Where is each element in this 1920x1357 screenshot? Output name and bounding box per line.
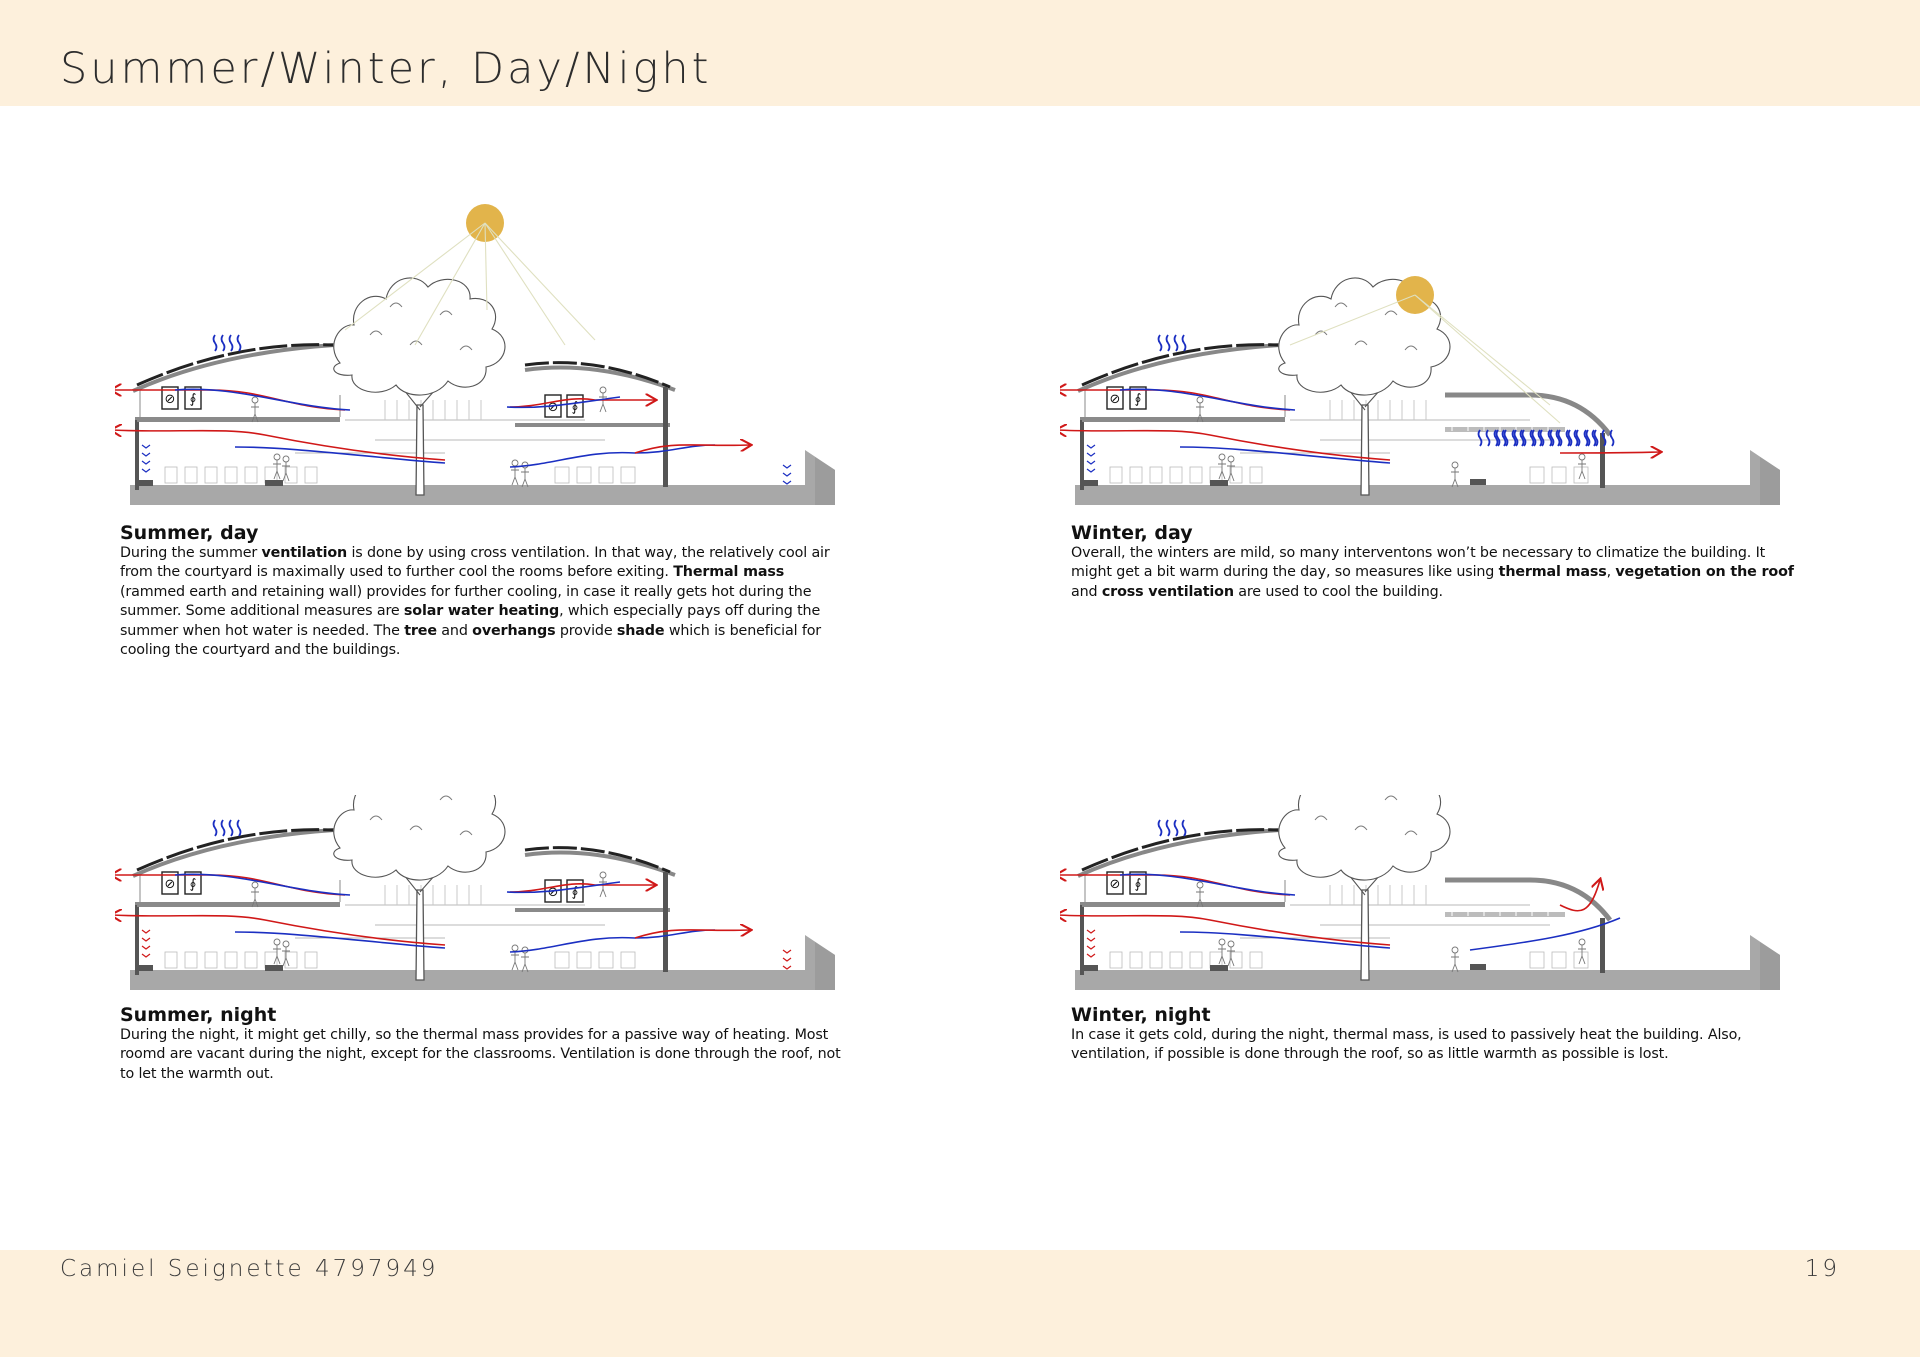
- classroom-desk: [225, 467, 237, 483]
- person-figure-body: [1227, 947, 1235, 966]
- classroom-desk: [1110, 952, 1122, 968]
- solar-heat-wave: [1159, 820, 1162, 836]
- classroom-desk: [1150, 952, 1162, 968]
- solar-heat-wave: [222, 820, 225, 836]
- footing: [135, 965, 153, 971]
- summer-day-title: Summer, day: [120, 522, 259, 544]
- classroom-desk: [1130, 467, 1142, 483]
- ground-slab: [1075, 970, 1780, 990]
- thermal-mass-symbol: [142, 954, 150, 957]
- thermal-mass-symbol: [783, 958, 791, 961]
- person-figure: [283, 456, 289, 462]
- person-figure-body: [1578, 460, 1586, 479]
- thermal-mass-symbol: [142, 445, 150, 448]
- footing: [1080, 480, 1098, 486]
- person-figure: [283, 941, 289, 947]
- classroom-desk: [1250, 467, 1262, 483]
- thermal-mass-symbol: [142, 461, 150, 464]
- person-figure-body: [282, 462, 290, 481]
- thermal-mass-symbol: [783, 473, 791, 476]
- ground-slab: [130, 970, 835, 990]
- left-first-floor-slab: [1080, 417, 1285, 422]
- retaining-slope: [1760, 942, 1780, 990]
- tree: [334, 795, 505, 980]
- page-title: Summer/Winter, Day/Night: [60, 44, 712, 94]
- person-figure-body: [511, 466, 519, 485]
- warm-air-outflow-upper: [115, 390, 345, 410]
- summer-night-title: Summer, night: [120, 1004, 277, 1026]
- cafeteria-table: [555, 952, 569, 968]
- sun-ray: [485, 223, 595, 340]
- tree: [1279, 795, 1450, 980]
- classroom-desk: [165, 952, 177, 968]
- left-wall-cap: [1080, 905, 1082, 910]
- thermal-mass-symbol: [142, 453, 150, 456]
- warm-air-outflow-right: [1560, 452, 1660, 453]
- cafeteria-table: [1552, 467, 1566, 483]
- right-wall: [1600, 433, 1605, 488]
- thermal-mass-symbol: [1087, 954, 1095, 957]
- person-figure: [512, 460, 518, 466]
- footing: [1470, 964, 1486, 970]
- tank-symbol: ∮: [1134, 877, 1142, 892]
- winter-night-text: In case it gets cold, during the night, thermal mass, is used to passively heat the building. Also, ventilation, if possible is done through the roof, so as little warmth as possible is lost.: [1071, 1027, 1742, 1063]
- classroom-desk: [1130, 952, 1142, 968]
- classroom-desk: [245, 467, 257, 483]
- tank-symbol: ∮: [1134, 392, 1142, 407]
- tank-symbol: ⊘: [547, 400, 559, 415]
- thermal-mass-symbol: [1087, 930, 1095, 933]
- person-figure-body: [521, 953, 529, 972]
- person-figure: [600, 387, 606, 393]
- footing: [265, 965, 283, 971]
- person-figure: [1197, 882, 1203, 888]
- person-figure-body: [282, 947, 290, 966]
- right-slab: [515, 423, 670, 427]
- sun-ray: [485, 223, 565, 345]
- right-slab: [1445, 912, 1565, 917]
- winter-day-text: Overall, the winters are mild, so many interventons won’t be necessary to climatize the building. It might get a bit warm during the day, so measures like using thermal mass, vegetation on the roof and cross ventilation are used to cool the building.: [1071, 545, 1794, 600]
- warm-air-outflow-upper: [1060, 390, 1290, 410]
- summer-day-text: During the summer ventilation is done by using cross ventilation. In that way, the relatively cool air from the courtyard is maximally used to further cool the rooms before exiting. Thermal mass (rammed earth and retaining wall) provides for further cooling, in case it really gets hot during the summer. Some additional measures are solar water heating, which especially pays off during the summer when hot water is needed. The tree and overhangs provide shade which is beneficial for cooling the courtyard and the buildings.: [120, 545, 830, 659]
- person-figure: [1579, 939, 1585, 945]
- solar-heat-wave: [1175, 335, 1178, 351]
- footing: [1470, 479, 1486, 485]
- tank-symbol: ⊘: [164, 392, 176, 407]
- classroom-desk: [1150, 467, 1162, 483]
- classroom-desk: [205, 467, 217, 483]
- cafeteria-table: [555, 467, 569, 483]
- tank-symbol: ∮: [571, 885, 579, 900]
- thermal-mass-symbol: [783, 966, 791, 969]
- tank-symbol: ⊘: [547, 885, 559, 900]
- cafeteria-table: [621, 952, 635, 968]
- classroom-desk: [245, 952, 257, 968]
- cafeteria-table: [599, 952, 613, 968]
- thermal-mass-symbol: [1087, 445, 1095, 448]
- ground-slab: [1075, 485, 1780, 505]
- cool-air-lower-right: [510, 930, 715, 952]
- right-wall: [663, 872, 668, 972]
- cool-air-lower-left: [235, 447, 445, 463]
- solar-heat-wave: [1175, 820, 1178, 836]
- cool-air-lower-left: [235, 932, 445, 948]
- cafeteria-table: [621, 467, 635, 483]
- thermal-mass-symbol: [1087, 453, 1095, 456]
- thermal-mass-symbol: [783, 465, 791, 468]
- classroom-desk: [1190, 952, 1202, 968]
- cool-air-lower-right: [510, 445, 715, 467]
- cafeteria-table: [1574, 952, 1588, 968]
- footer-author: Camiel Seignette 4797949: [60, 1256, 439, 1282]
- thermal-mass-symbol: [142, 930, 150, 933]
- classroom-desk: [225, 952, 237, 968]
- cafeteria-table: [1574, 467, 1588, 483]
- left-wall-cap: [1080, 420, 1082, 425]
- solar-heat-wave: [238, 820, 241, 836]
- solar-heat-wave: [238, 335, 241, 351]
- footing: [265, 480, 283, 486]
- left-wall-cap: [135, 420, 137, 425]
- summer-night-text: During the night, it might get chilly, so the thermal mass provides for a passive way of heating. Most roomd are vacant during the night, except for the classrooms. Ventilation is done through the roof, not to let the warmth out.: [120, 1027, 841, 1082]
- person-figure: [1452, 947, 1458, 953]
- classroom-desk: [185, 952, 197, 968]
- solar-heat-wave: [230, 820, 233, 836]
- thermal-mass-symbol: [142, 938, 150, 941]
- classroom-desk: [1250, 952, 1262, 968]
- person-figure: [1219, 939, 1225, 945]
- solar-heat-wave: [1159, 335, 1162, 351]
- footing: [1210, 965, 1228, 971]
- summer-day-caption: [120, 522, 845, 660]
- classroom-desk: [305, 952, 317, 968]
- cafeteria-table: [1552, 952, 1566, 968]
- right-wall: [663, 387, 668, 487]
- warm-air-outflow-upper: [1060, 875, 1290, 895]
- person-figure: [600, 872, 606, 878]
- person-figure-body: [599, 393, 607, 412]
- warm-air-outflow-upper: [115, 875, 345, 895]
- solar-heat-wave: [1167, 335, 1170, 351]
- left-wall-cap: [135, 905, 137, 910]
- left-first-floor-slab: [135, 902, 340, 907]
- person-figure: [274, 454, 280, 460]
- tank-symbol: ⊘: [1109, 877, 1121, 892]
- tank-symbol: ⊘: [1109, 392, 1121, 407]
- person-figure: [1452, 462, 1458, 468]
- cafeteria-table: [599, 467, 613, 483]
- page-number: 19: [1804, 1256, 1840, 1282]
- solar-heat-wave: [1167, 820, 1170, 836]
- classroom-desk: [1170, 467, 1182, 483]
- person-figure: [1228, 941, 1234, 947]
- tank-symbol: ∮: [571, 400, 579, 415]
- solar-heat-wave: [214, 335, 217, 351]
- person-figure-body: [1451, 468, 1459, 487]
- tank-symbol: ∮: [189, 392, 197, 407]
- person-figure: [512, 945, 518, 951]
- person-figure: [252, 397, 258, 403]
- cafeteria-table: [577, 467, 591, 483]
- person-figure: [1228, 456, 1234, 462]
- solar-heat-wave: [1183, 335, 1186, 351]
- person-figure-body: [511, 951, 519, 970]
- thermal-mass-symbol: [1087, 469, 1095, 472]
- person-figure: [1219, 454, 1225, 460]
- solar-heat-wave: [1611, 430, 1614, 446]
- winter-night-title: Winter, night: [1071, 1004, 1211, 1026]
- solar-heat-wave: [230, 335, 233, 351]
- thermal-mass-symbol: [142, 946, 150, 949]
- person-figure: [1579, 454, 1585, 460]
- classroom-desk: [1190, 467, 1202, 483]
- classroom-desk: [205, 952, 217, 968]
- winter-night-section-diagram: [1060, 795, 1805, 1000]
- person-figure-body: [1227, 462, 1235, 481]
- solar-heat-wave: [1183, 820, 1186, 836]
- left-first-floor-slab: [135, 417, 340, 422]
- solar-heat-wave: [222, 335, 225, 351]
- right-slab: [515, 908, 670, 912]
- thermal-mass-symbol: [1087, 946, 1095, 949]
- solar-heat-wave: [1479, 430, 1482, 446]
- footing: [1210, 480, 1228, 486]
- thermal-mass-symbol: [142, 469, 150, 472]
- person-figure-body: [1451, 953, 1459, 972]
- ground-slab: [130, 485, 835, 505]
- retaining-slope: [1760, 457, 1780, 505]
- summer-night-section-diagram: [115, 795, 845, 1000]
- summer-night-caption: [120, 1004, 845, 1084]
- retaining-slope: [815, 457, 835, 505]
- person-figure-body: [599, 878, 607, 897]
- cafeteria-table: [577, 952, 591, 968]
- solar-heat-wave: [214, 820, 217, 836]
- right-wall: [1600, 918, 1605, 973]
- winter-night-caption: [1071, 1004, 1796, 1065]
- cool-air-lower-left: [1180, 447, 1390, 463]
- tank-symbol: ⊘: [164, 877, 176, 892]
- cafeteria-table: [1530, 952, 1544, 968]
- classroom-desk: [1110, 467, 1122, 483]
- person-figure-body: [521, 468, 529, 487]
- thermal-mass-symbol: [783, 481, 791, 484]
- footing: [135, 480, 153, 486]
- cool-air-lower-left: [1180, 932, 1390, 948]
- thermal-mass-symbol: [783, 950, 791, 953]
- solar-heat-wave: [1487, 430, 1490, 446]
- left-first-floor-slab: [1080, 902, 1285, 907]
- tree: [334, 278, 505, 495]
- classroom-desk: [165, 467, 177, 483]
- cool-air-lower-right: [1470, 918, 1620, 950]
- person-figure: [1197, 397, 1203, 403]
- person-figure-body: [1578, 945, 1586, 964]
- retaining-slope: [815, 942, 835, 990]
- classroom-desk: [185, 467, 197, 483]
- person-figure: [274, 939, 280, 945]
- classroom-desk: [305, 467, 317, 483]
- winter-day-section-diagram: [1060, 195, 1805, 515]
- summer-day-section-diagram: [115, 195, 845, 515]
- thermal-mass-symbol: [1087, 938, 1095, 941]
- person-figure: [252, 882, 258, 888]
- winter-day-caption: [1071, 522, 1796, 602]
- cafeteria-table: [1530, 467, 1544, 483]
- footing: [1080, 965, 1098, 971]
- winter-day-title: Winter, day: [1071, 522, 1193, 544]
- thermal-mass-symbol: [1087, 461, 1095, 464]
- tank-symbol: ∮: [189, 877, 197, 892]
- classroom-desk: [1170, 952, 1182, 968]
